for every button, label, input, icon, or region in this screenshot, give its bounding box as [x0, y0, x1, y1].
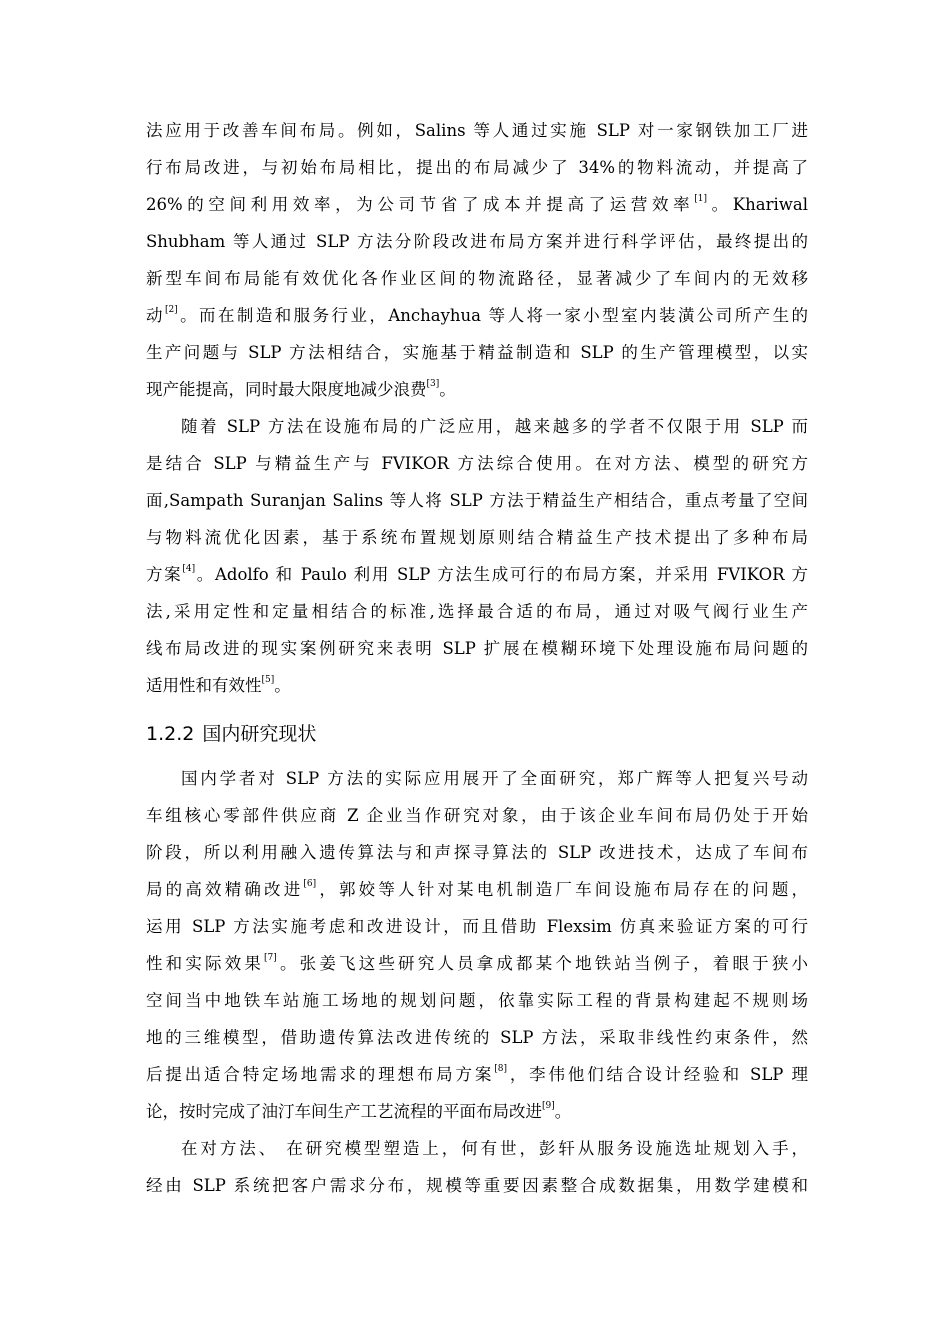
text-line: [146, 371, 808, 408]
text-line: [146, 871, 808, 908]
text-line: 国内学者对 SLP 方法的实际应用展开了全面研究，郑广辉等人把复兴号动: [181, 769, 808, 788]
text-run: 。而在制造和服务行业，Anchayhua 等人将一家小型室内装潢公司所产生的: [177, 306, 808, 325]
text-run: 适用性和有效性: [146, 676, 262, 695]
paragraph-modeling-methods: [146, 1130, 808, 1204]
text-run: 论，按时完成了油汀车间生产工艺流程的平面布局改进: [146, 1102, 542, 1121]
text-run: 。: [554, 1102, 572, 1121]
text-run: 方案: [146, 565, 183, 584]
text-run: ，郭姣等人针对某电机制造厂车间设施布局存在的问题，: [316, 880, 808, 899]
text-line: [146, 1056, 808, 1093]
text-line: 行布局改进，与初始布局相比，提出的布局减少了 34%的物料流动，并提高了: [146, 158, 808, 177]
text-line: 车组核心零部件供应商 Z 企业当作研究对象，由于该企业车间布局仍处于开始: [146, 806, 808, 825]
text-run: 。张姜飞这些研究人员拿成都某个地铁站当例子，着眼于狭小: [276, 954, 808, 973]
text-line: 新型车间布局能有效优化各作业区间的物流路径，显著减少了车间内的无效移: [146, 269, 808, 288]
text-run: 性和实际效果: [146, 954, 265, 973]
text-line: [146, 945, 808, 982]
text-run: 现产能提高，同时最大限度地减少浪费: [146, 380, 427, 399]
text-line: 地的三维模型，借助遗传算法改进传统的 SLP 方法，采取非线性约束条件，然: [146, 1028, 808, 1047]
text-run: 。Khariwal: [707, 195, 808, 214]
text-line: 随着 SLP 方法在设施布局的广泛应用，越来越多的学者不仅限于用 SLP 而: [181, 417, 808, 436]
text-run: ，李伟他们结合设计经验和 SLP 理: [506, 1065, 808, 1084]
text-line: 经由 SLP 系统把客户需求分布，规模等重要因素整合成数据集，用数学建模和: [146, 1176, 808, 1195]
text-line: 面,Sampath Suranjan Salins 等人将 SLP 方法于精益生产相结合，重点考量了空间: [146, 491, 808, 510]
text-line: 运用 SLP 方法实施考虑和改进设计，而且借助 Flexsim 仿真来验证方案的可行: [146, 917, 808, 936]
section-title: 国内研究现状: [202, 723, 317, 745]
paragraph-slp-lean-fvikor: [146, 408, 808, 704]
text-line: [146, 1093, 808, 1130]
citation-4: [4]: [182, 564, 196, 574]
text-line: 是结合 SLP 与精益生产与 FVIKOR 方法综合使用。在对方法、模型的研究方: [146, 454, 808, 473]
text-run: 26%的空间利用效率，为公司节省了成本并提高了运营效率: [146, 195, 695, 214]
text-run: 。Adolfo 和 Paulo 利用 SLP 方法生成可行的布局方案，并采用 FVIKOR 方: [195, 565, 808, 584]
text-line: [146, 186, 808, 223]
text-line: 空间当中地铁车站施工场地的规划问题，依靠实际工程的背景构建起不规则场: [146, 991, 808, 1010]
citation-1: [1]: [694, 194, 708, 204]
text-run: 局的高效精确改进: [146, 880, 304, 899]
citation-8: [8]: [494, 1064, 507, 1074]
text-line: 与物料流优化因素，基于系统布置规划原则结合精益生产技术提出了多种布局: [146, 528, 808, 547]
paragraph-slp-international-cases: [146, 112, 808, 408]
citation-5: [5]: [261, 675, 275, 685]
citation-7: [7]: [264, 953, 277, 963]
text-line: Shubham 等人通过 SLP 方法分阶段改进布局方案并进行科学评估，最终提出的: [146, 232, 808, 251]
text-line: 法,采用定性和定量相结合的标准,选择最合适的布局，通过对吸气阀行业生产: [146, 602, 808, 621]
text-line: 法应用于改善车间布局。例如，Salins 等人通过实施 SLP 对一家钢铁加工厂进: [146, 121, 808, 140]
text-run: 。: [439, 380, 456, 399]
text-line: 阶段，所以利用融入遗传算法与和声探寻算法的 SLP 改进技术，达成了车间布: [146, 843, 808, 862]
document-page: [146, 112, 808, 1204]
text-line: [146, 297, 808, 334]
section-heading: [146, 714, 808, 754]
paragraph-domestic-research: [146, 760, 808, 1130]
text-line: 在对方法、 在研究模型塑造上，何有世，彭轩从服务设施选址规划入手，: [181, 1139, 808, 1158]
text-run: 动: [146, 306, 165, 325]
citation-2: [2]: [164, 305, 178, 315]
text-run: 。: [274, 676, 291, 695]
text-line: [146, 667, 808, 704]
text-line: 线布局改进的现实案例研究来表明 SLP 扩展在模糊环境下处理设施布局问题的: [146, 639, 808, 658]
citation-9: [9]: [542, 1101, 555, 1111]
text-line: 生产问题与 SLP 方法相结合，实施基于精益制造和 SLP 的生产管理模型，以实: [146, 343, 808, 362]
text-run: 后提出适合特定场地需求的理想布局方案: [146, 1065, 495, 1084]
citation-6: [6]: [303, 879, 317, 889]
citation-3: [3]: [426, 379, 440, 389]
section-number: 1.2.2: [146, 723, 195, 745]
text-line: [146, 556, 808, 593]
